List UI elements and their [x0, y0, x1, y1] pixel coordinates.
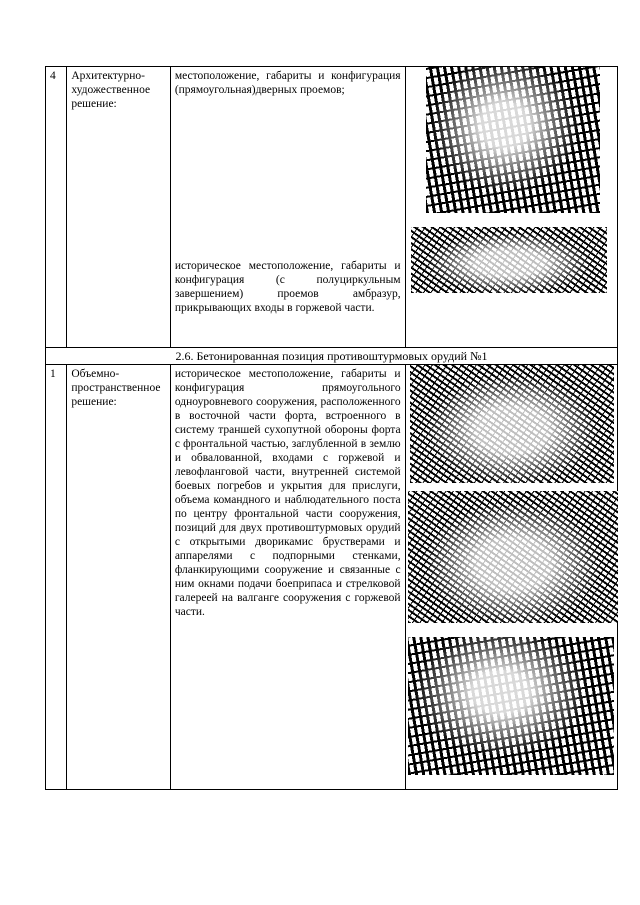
embrasure-photo [411, 227, 607, 293]
heritage-table [45, 66, 618, 790]
section-title: 2.6. Бетонированная позиция противоштурмовых орудий №1 [46, 348, 618, 365]
row-name: Объемно-пространственное решение: [67, 365, 171, 790]
description-text: местоположение, габариты и конфигурация (прямоугольная)дверных проемов; [174, 70, 401, 96]
trench-photo [408, 491, 618, 623]
row-number: 1 [46, 365, 67, 790]
description-text: историческое местоположение, габариты и конфигурация (с полуциркульным завершением) проемов амбразур, прикрывающих входы в горжевой части. [174, 260, 401, 314]
row-description-cell [170, 67, 405, 348]
row-name: Архитектурно-художественное решение: [67, 67, 171, 348]
doorway-photo [426, 67, 600, 213]
table-row [46, 67, 618, 348]
photo-cell [405, 67, 617, 348]
table-row [46, 365, 618, 790]
fortification-photo [410, 365, 614, 483]
passage-photo [408, 637, 614, 775]
photo-cell [405, 365, 617, 790]
table-row [46, 348, 618, 365]
description-text: историческое местоположение, габариты и конфигурация прямоугольного одноуровневого сооружения, расположенного в восточной части форта, встроенного в систему траншей сухопутной обороны форта с фронтальной частью, заглубленной в землю и обвалованной, входами с горжевой и левофланговой части, внутренней системой боевых погребов и укрытия для прислуги, объема командного и наблюдательного поста по центру фронтальной части сооружения, позиций для двух противоштурмовых орудий с открытыми дворикамис брустверами и аппарелями с подпорными стенками, фланкирующими сооружение и связанные с ним окнами подачи боеприпаса и стрелковой галереей на валганге сооружения с горжевой части. [170, 365, 405, 790]
row-number: 4 [46, 67, 67, 348]
